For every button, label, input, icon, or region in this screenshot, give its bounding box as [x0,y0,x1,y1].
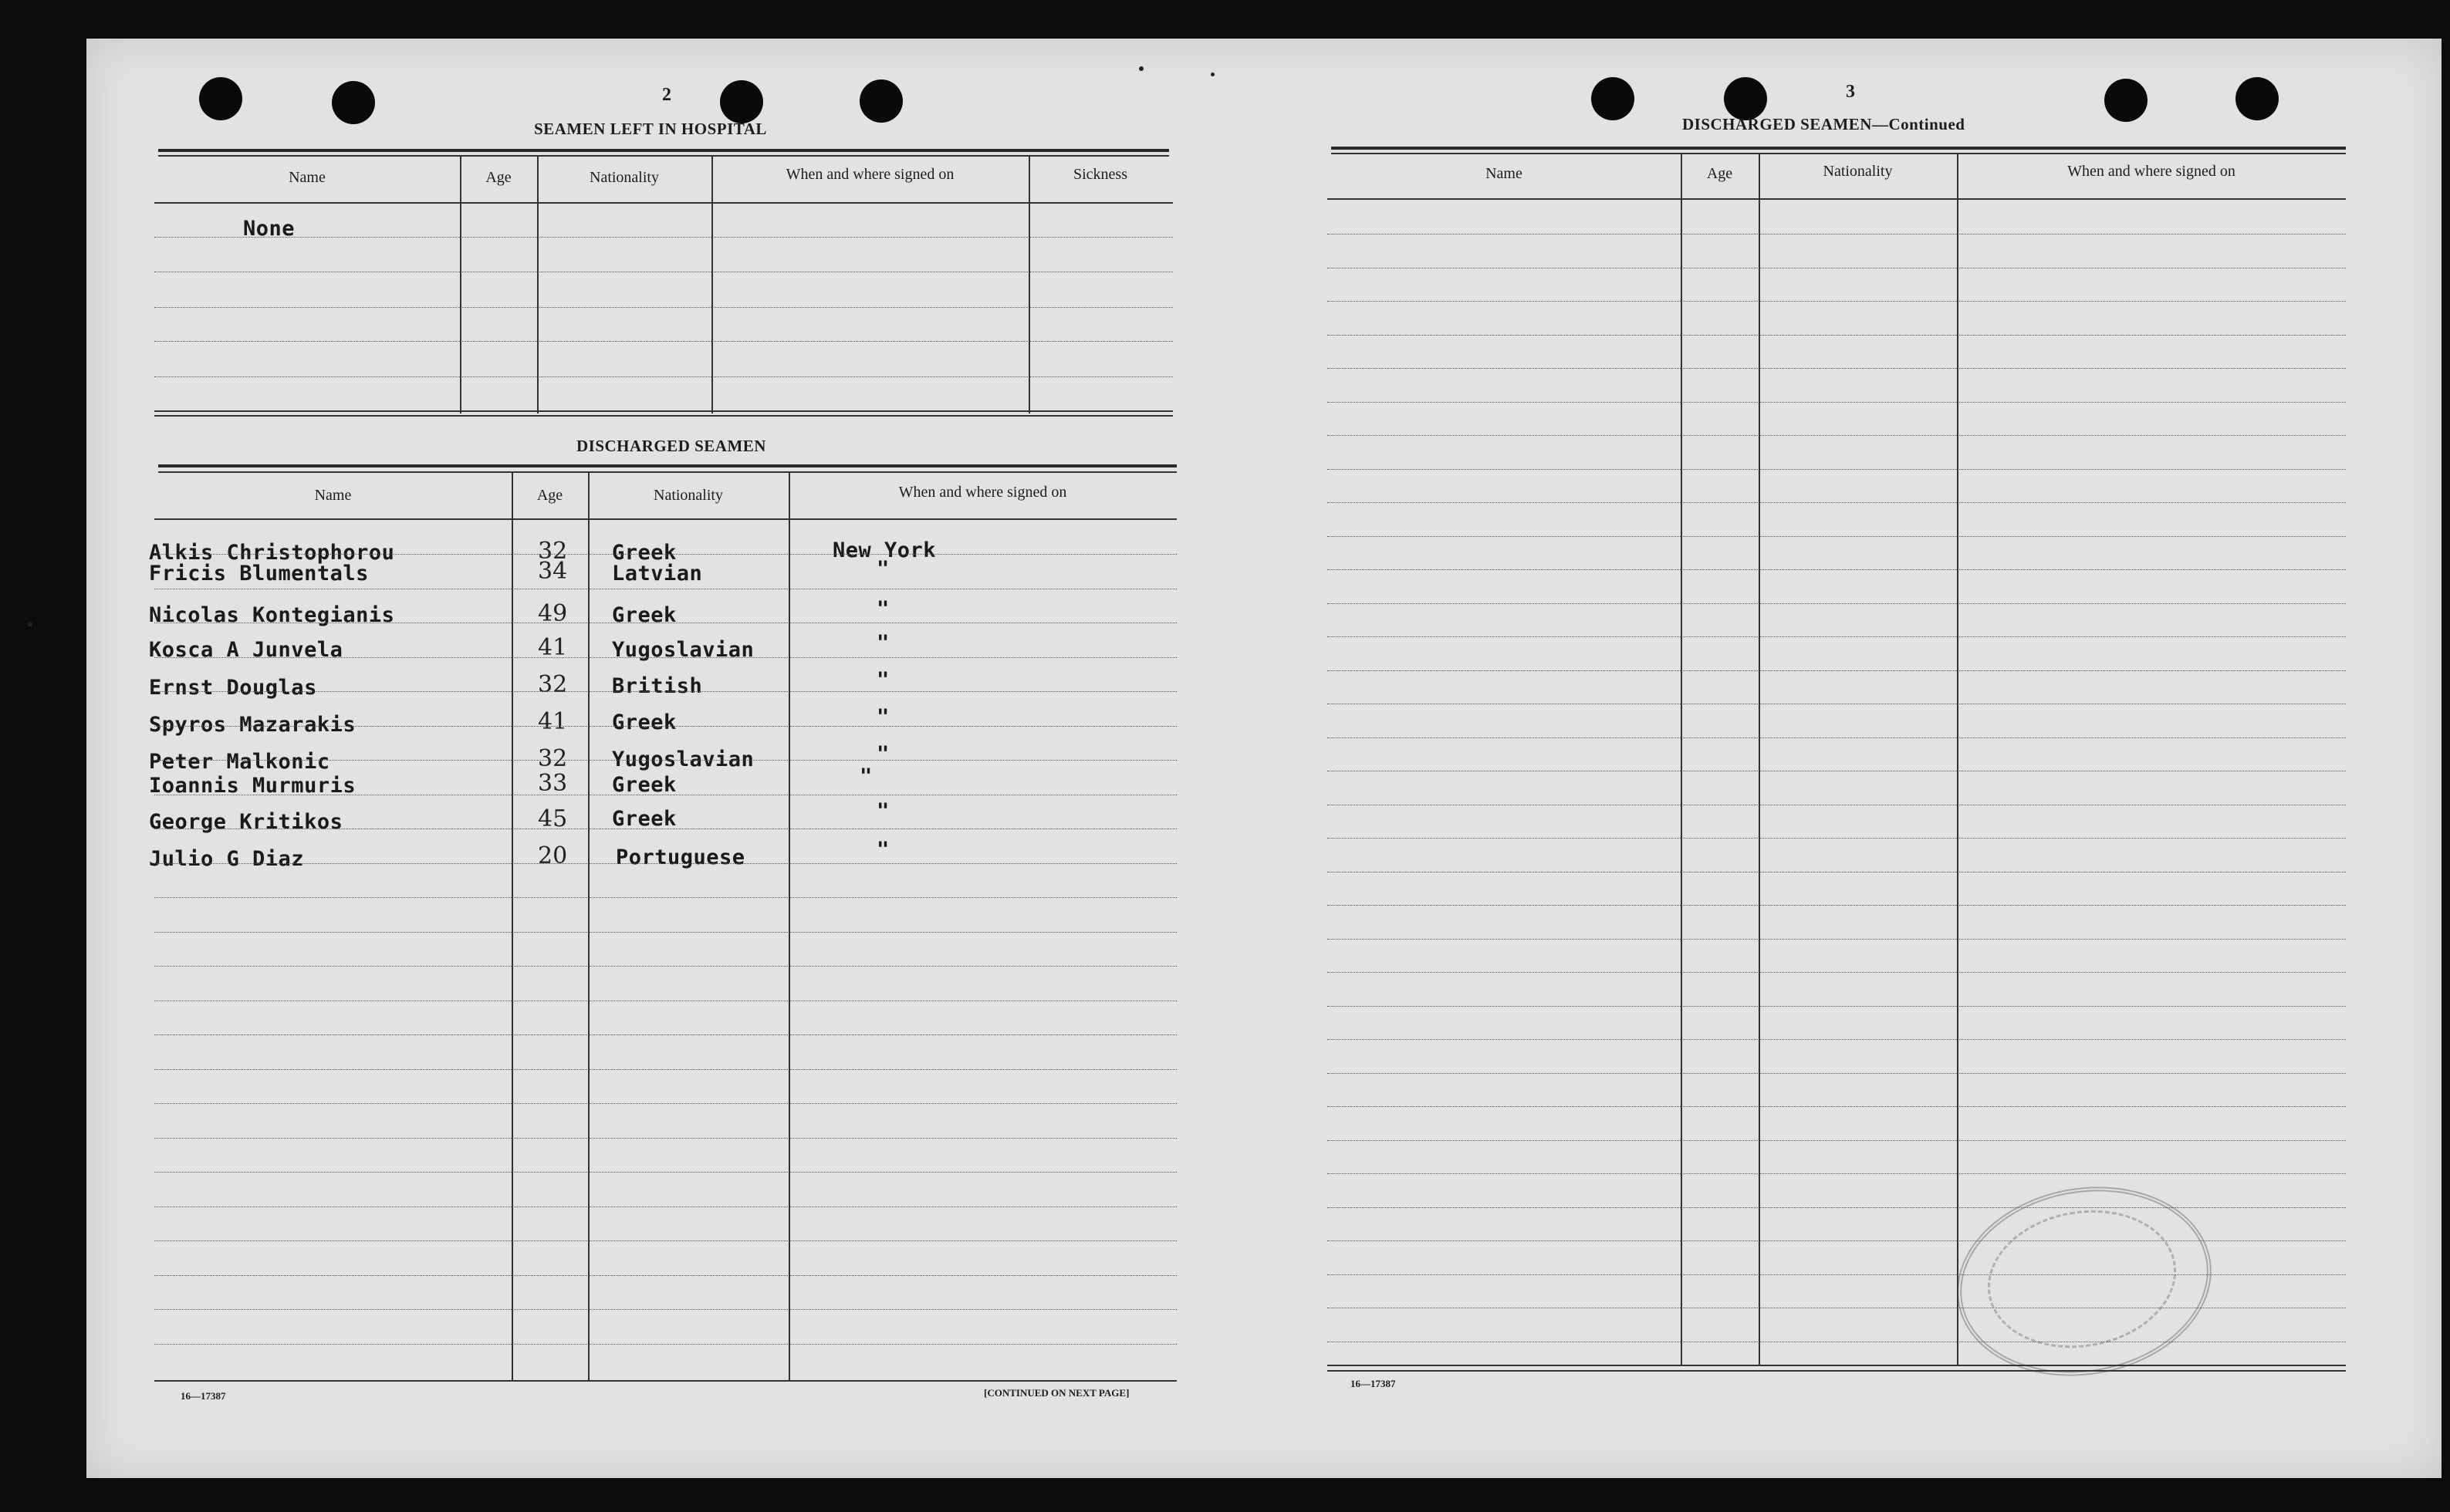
row-rule [154,307,1173,308]
seaman-age: 45 [538,805,568,832]
row-rule [1327,368,2346,369]
seaman-name: Fricis Blumentals [149,562,369,586]
seaman-name: Peter Malkonic [149,750,330,774]
header-name: Name [1485,165,1522,182]
row-rule [1327,636,2346,637]
header-sickness: Sickness [1073,166,1127,183]
row-rule [1327,502,2346,503]
row-rule [154,1069,1177,1070]
discharged-continued-title [1682,115,1965,134]
seaman-signed-on: " [877,705,890,729]
rule [1331,147,2346,150]
seaman-age: 49 [538,600,568,627]
seaman-signed-on: " [877,668,890,692]
row-rule [1327,301,2346,302]
punch-hole [860,79,903,123]
seaman-nationality: Yugoslavian [612,748,755,771]
seaman-nationality: Latvian [612,562,703,586]
row-rule [1327,1140,2346,1141]
rule [1327,198,2346,200]
rule [154,202,1173,204]
column-divider [711,155,713,413]
seaman-name: Alkis Christophorou [149,541,395,565]
seaman-age: 32 [538,745,568,772]
row-rule [154,554,1177,555]
row-rule [1327,1039,2346,1040]
row-rule [1327,234,2346,235]
seaman-signed-on: " [877,631,890,655]
rule [154,1380,1177,1382]
row-rule [1327,469,2346,470]
row-rule [1327,838,2346,839]
column-divider [537,155,539,413]
header-name: Name [289,169,326,186]
seaman-name: Ernst Douglas [149,676,317,700]
row-rule [154,863,1177,864]
row-rule [154,341,1173,342]
header-nationality: Nationality [1823,163,1893,180]
punch-hole [199,77,242,120]
row-rule [154,376,1173,377]
row-rule [154,691,1177,692]
continued-note: [CONTINUED ON NEXT PAGE] [984,1387,1130,1399]
row-rule [154,897,1177,898]
header-nationality: Nationality [654,487,723,504]
punch-hole [1591,77,1634,120]
row-rule [154,1240,1177,1241]
row-rule [1327,1173,2346,1174]
seaman-nationality: British [612,674,703,698]
rule [1327,1365,2346,1366]
seaman-name: Nicolas Kontegianis [149,603,395,627]
header-signed-on: When and where signed on [2067,163,2235,180]
hospital-entry: None [243,217,296,241]
row-rule [1327,939,2346,940]
seaman-age: 20 [538,842,568,869]
header-nationality: Nationality [590,169,659,186]
row-rule [1327,737,2346,738]
rule [1327,1370,2346,1372]
seaman-signed-on: New York [833,538,937,562]
form-number: 16—17387 [1350,1378,1396,1389]
punch-hole [332,81,375,124]
seaman-age: 41 [538,708,568,735]
page-number: 3 [1846,82,1855,102]
row-rule [1327,402,2346,403]
seaman-age: 34 [538,558,568,585]
seaman-signed-on: " [877,597,890,621]
rule [154,415,1173,417]
row-rule [154,1172,1177,1173]
seaman-nationality: Greek [612,603,677,627]
title-continued: —Continued [1871,115,1965,133]
row-rule [154,726,1177,727]
row-rule [154,760,1177,761]
row-rule [1327,972,2346,973]
rule [158,155,1169,157]
row-rule [1327,1106,2346,1107]
rule [154,518,1177,520]
seaman-age: 32 [538,671,568,698]
speck [1211,73,1215,76]
row-rule [1327,435,2346,436]
seaman-nationality: Greek [612,773,677,797]
row-rule [154,657,1177,658]
seaman-name: Kosca A Junvela [149,638,343,662]
row-rule [154,1138,1177,1139]
seaman-age: 32 [538,538,568,565]
seaman-signed-on: " [877,742,890,766]
row-rule [1327,1073,2346,1074]
seaman-name: George Kritikos [149,810,343,834]
header-name: Name [314,487,352,504]
seaman-nationality: Greek [612,710,677,734]
column-divider [789,471,790,1380]
column-divider [460,155,461,413]
header-signed-on: When and where signed on [898,484,1067,501]
rule [158,471,1177,473]
column-divider [588,471,590,1380]
discharged-section-title: DISCHARGED SEAMEN [576,437,766,455]
column-divider [1029,155,1030,413]
header-age: Age [536,487,563,504]
row-rule [1327,536,2346,537]
seaman-name: Ioannis Murmuris [149,774,357,798]
row-rule [154,237,1173,238]
row-rule [154,1103,1177,1104]
rule [1331,153,2346,154]
punch-hole [2104,79,2148,122]
rule [158,149,1169,152]
seaman-age: 33 [538,770,568,797]
row-rule [154,932,1177,933]
speck [1139,66,1144,71]
header-signed-on: When and where signed on [786,166,955,183]
punch-hole [2235,77,2279,120]
row-rule [154,966,1177,967]
seaman-signed-on: " [877,557,890,581]
row-rule [154,1034,1177,1035]
seaman-name: Spyros Mazarakis [149,713,357,737]
seaman-name: Julio G Diaz [149,847,305,871]
form-number: 16—17387 [181,1390,226,1402]
seaman-nationality: Greek [612,541,677,565]
rule [154,410,1173,412]
page-number: 2 [662,85,671,105]
seaman-age: 41 [538,634,568,661]
seaman-signed-on: " [860,764,873,788]
column-divider [512,471,513,1380]
row-rule [1327,670,2346,671]
speck [28,622,32,626]
row-rule [154,1344,1177,1345]
rule [158,464,1177,467]
row-rule [1327,1006,2346,1007]
row-rule [154,1275,1177,1276]
row-rule [1327,905,2346,906]
seaman-nationality: Greek [612,807,677,831]
row-rule [1327,603,2346,604]
punch-hole [1724,77,1767,120]
seaman-signed-on: " [877,799,890,823]
row-rule [1327,569,2346,570]
row-rule [154,1309,1177,1310]
punch-hole [720,80,763,123]
header-age: Age [1706,165,1733,182]
hospital-section-title: SEAMEN LEFT IN HOSPITAL [534,120,767,138]
row-rule [1327,1207,2346,1208]
header-age: Age [485,169,512,186]
seaman-nationality: Portuguese [616,845,745,869]
seaman-nationality: Yugoslavian [612,638,755,662]
row-rule [1327,335,2346,336]
seaman-signed-on: " [877,838,890,862]
title-main: DISCHARGED SEAMEN [1682,115,1872,133]
